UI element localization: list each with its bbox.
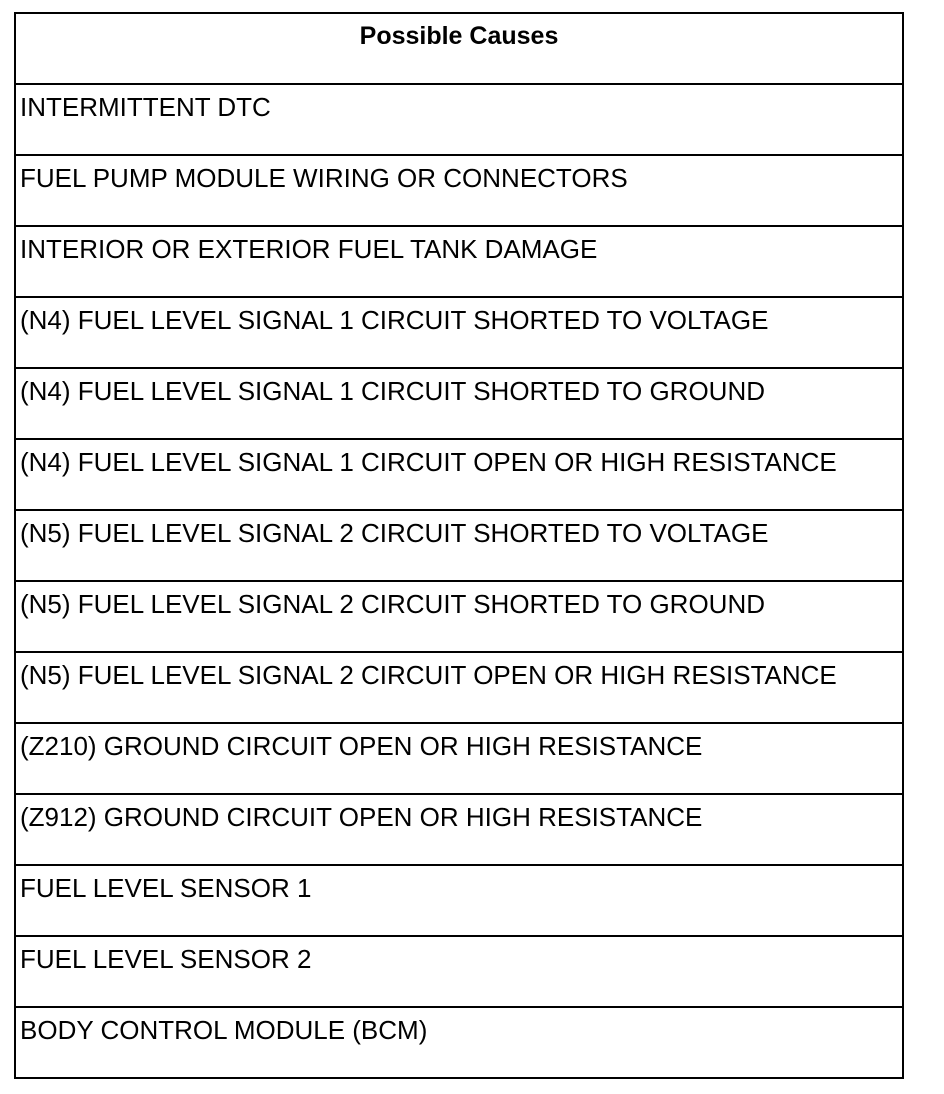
table-row: (N4) FUEL LEVEL SIGNAL 1 CIRCUIT SHORTED TO GROUND [16, 369, 902, 440]
table-row: FUEL PUMP MODULE WIRING OR CONNECTORS [16, 156, 902, 227]
table-row: FUEL LEVEL SENSOR 2 [16, 937, 902, 1008]
table-row: BODY CONTROL MODULE (BCM) [20, 1015, 428, 1045]
table-header: Possible Causes [16, 14, 902, 85]
table-row: (N5) FUEL LEVEL SIGNAL 2 CIRCUIT SHORTED TO GROUND [16, 582, 902, 653]
table-row: (Z912) GROUND CIRCUIT OPEN OR HIGH RESISTANCE [16, 795, 902, 866]
table-row: INTERIOR OR EXTERIOR FUEL TANK DAMAGE [16, 227, 902, 298]
possible-causes-table [14, 12, 904, 1079]
table-row: (Z210) GROUND CIRCUIT OPEN OR HIGH RESISTANCE [16, 724, 902, 795]
table-row: (N4) FUEL LEVEL SIGNAL 1 CIRCUIT SHORTED TO VOLTAGE [16, 298, 902, 369]
table-row: FUEL LEVEL SENSOR 1 [16, 866, 902, 937]
table-row: (N5) FUEL LEVEL SIGNAL 2 CIRCUIT OPEN OR HIGH RESISTANCE [16, 653, 902, 724]
table-row: (N5) FUEL LEVEL SIGNAL 2 CIRCUIT SHORTED TO VOLTAGE [16, 511, 902, 582]
table-row: (N4) FUEL LEVEL SIGNAL 1 CIRCUIT OPEN OR HIGH RESISTANCE [16, 440, 902, 511]
table-row: INTERMITTENT DTC [16, 85, 902, 156]
